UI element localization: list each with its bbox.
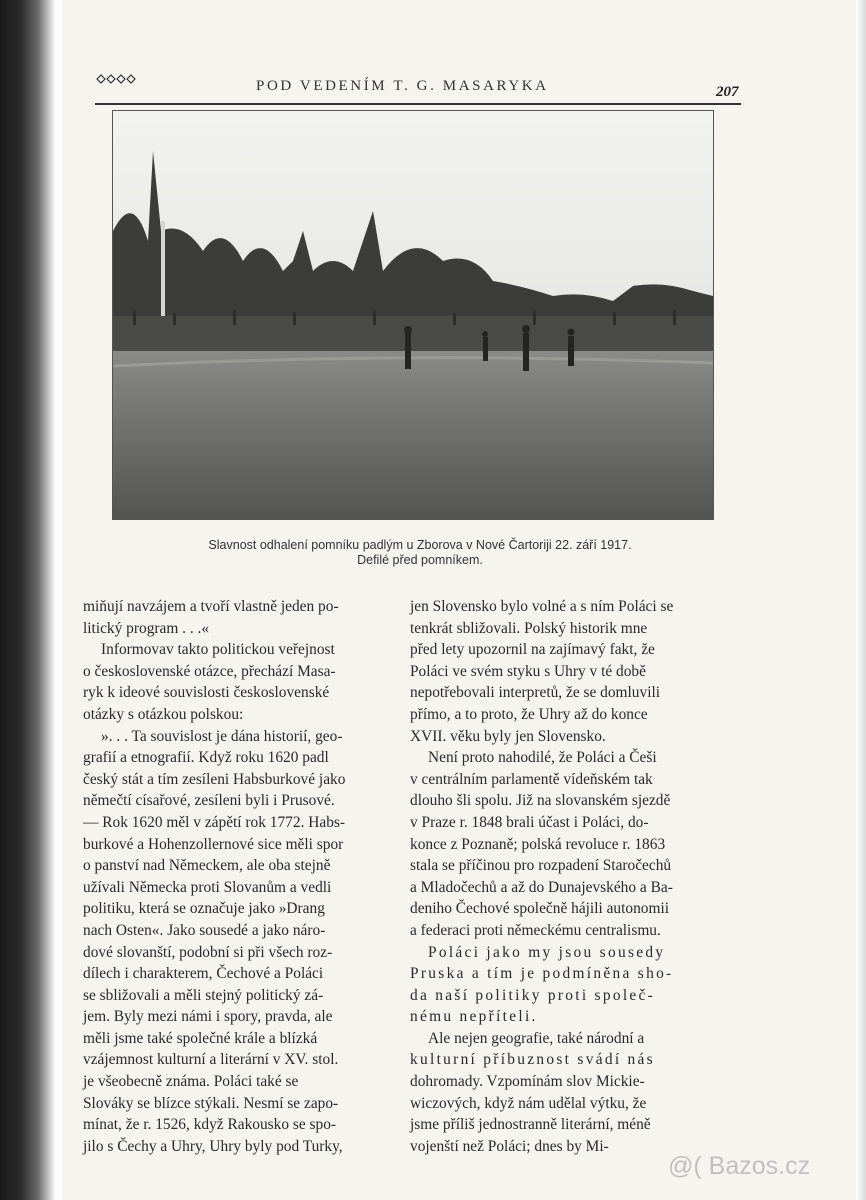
text-column-right <box>410 596 710 1157</box>
text-line: litický program . . .« <box>83 619 210 637</box>
text-line: da naší politiky proti společ- <box>410 986 656 1004</box>
text-line: o panství nad Německem, ale oba stejně <box>83 857 331 875</box>
text-line: užívali Německa proti Slovanům a vedli <box>83 878 332 896</box>
text-line: jsme příliš jednostranně literární, méně <box>410 1116 651 1134</box>
caption-line: Defilé před pomníkem. <box>357 553 483 567</box>
text-line: dlouho šli spolu. Již na slovanském sjezdě <box>410 792 671 810</box>
text-line: se sbližovali a měli stejný politický zá- <box>83 986 324 1004</box>
text-line: Pruska a tím je podmíněna sho- <box>410 965 674 983</box>
text-line: před lety upozornil na zajímavý fakt, že <box>410 641 655 659</box>
text-line: Ale nejen geografie, také národní a <box>428 1029 645 1047</box>
text-line: otázky s otázkou polskou: <box>83 705 244 723</box>
historic-photograph <box>112 110 714 520</box>
text-column-left <box>83 596 383 1157</box>
text-line: český stát a tím zesíleni Habsburkové jako <box>83 770 346 788</box>
text-line: nému nepříteli. <box>410 1008 538 1026</box>
text-line: kulturní příbuznost svádí nás <box>410 1051 655 1069</box>
scan-right-edge <box>856 0 866 1200</box>
text-line: ». . . Ta souvislost je dána historií, geo- <box>101 727 343 745</box>
text-line: přímo, a to proto, že Uhry až do konce <box>410 705 648 723</box>
text-line: dohromady. Vzpomínám slov Mickie- <box>410 1073 645 1091</box>
text-line: jen Slovensko bylo volné a s ním Poláci se <box>410 598 674 615</box>
text-line: politiku, která se označuje jako »Drang <box>83 900 325 918</box>
text-line: miňují navzájem a tvoří vlastně jeden po- <box>83 598 339 615</box>
text-line: XVII. věku byly jen Slovensko. <box>410 727 606 745</box>
text-line: je všeobecně známa. Poláci také se <box>83 1073 299 1091</box>
text-line: nach Osten«. Jako sousedé a jako náro- <box>83 921 326 939</box>
text-line: wiczových, když nám udělal výtku, že <box>410 1094 647 1112</box>
text-line: v Praze r. 1848 brali účast i Poláci, do- <box>410 813 649 831</box>
text-line: měli jsme také společné krále a blízká <box>83 1029 318 1047</box>
text-line: v centrálním parlamentě vídeňském tak <box>410 770 653 788</box>
text-line: Není proto nahodilé, že Poláci a Češi <box>428 749 657 767</box>
text-line: mínat, že r. 1526, když Rakousko se spo- <box>83 1116 337 1134</box>
scan-left-edge <box>0 0 56 1200</box>
text-line: Slováky se blízce stýkali. Nesmí se zapo- <box>83 1094 339 1112</box>
text-line: jilo s Čechy a Uhry, Uhry byly pod Turky, <box>83 1137 343 1155</box>
page-number: 207 <box>716 84 739 100</box>
text-line: grafií a etnografií. Když roku 1620 padl <box>83 749 329 767</box>
text-line: a federaci proti německému centralismu. <box>410 921 661 939</box>
text-line: a Mladočechů a až do Dunajevského a Ba- <box>410 878 673 896</box>
text-line: vzájemnost kulturní a literární v XV. stol. <box>83 1051 339 1069</box>
text-line: dílech i charakterem, Čechové a Poláci <box>83 965 324 983</box>
caption-line: Slavnost odhalení pomníku padlým u Zborova v Nové Čartoriji 22. září 1917. <box>208 538 632 552</box>
text-line: vojenští než Poláci; dnes by Mi- <box>410 1137 609 1155</box>
text-line: deniho Čechové společně hájili autonomii <box>410 900 670 918</box>
text-line: konce z Poznaně; polská revoluce r. 1863 <box>410 835 666 853</box>
text-line: Poláci jako my jsou sousedy <box>428 943 666 961</box>
text-line: Informovav takto politickou veřejnost <box>101 641 335 659</box>
text-line: nepotřebovali interpretů, že se domluvili <box>410 684 661 702</box>
watermark: @( Bazos.cz <box>668 1152 811 1180</box>
text-line: Poláci ve svém styku s Uhry v té době <box>410 662 646 680</box>
text-line: o československé otázce, přechází Masa- <box>83 662 336 680</box>
text-line: jem. Byly mezi námi i spory, pravda, ale <box>83 1008 333 1026</box>
text-line: tenkrát sbližovali. Polský historik mne <box>410 619 648 637</box>
running-title: POD VEDENÍM T. G. MASARYKA <box>256 78 549 94</box>
text-line: ryk k ideové souvislosti československé <box>83 684 330 702</box>
text-line: — Rok 1620 měl v zápětí rok 1772. Habs- <box>83 813 346 831</box>
text-line: stala se příčinou pro rozpadení Staročechů <box>410 857 672 875</box>
header-rule <box>95 103 741 105</box>
ornament-icon <box>96 74 136 84</box>
text-line: burkové a Hohenzollernové sice měli spor <box>83 835 344 853</box>
figure-caption <box>130 538 710 568</box>
text-line: němečtí císařové, zesíleni byli i Prusové. <box>83 792 335 810</box>
text-line: dové slovanští, podobní si při všech roz- <box>83 943 333 961</box>
